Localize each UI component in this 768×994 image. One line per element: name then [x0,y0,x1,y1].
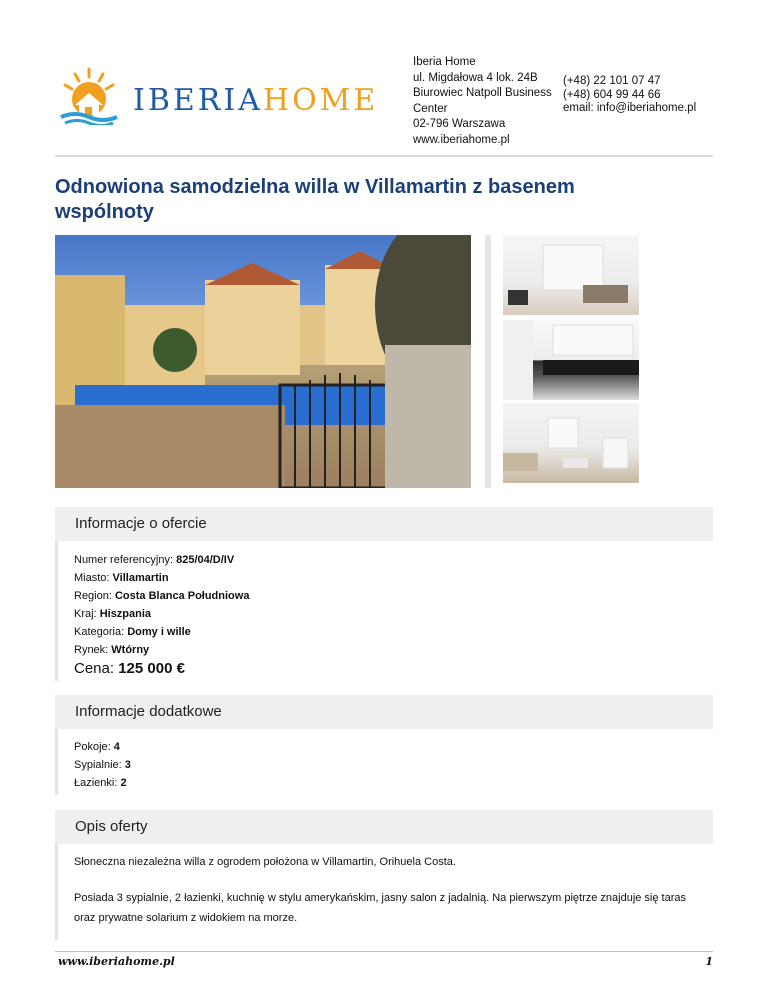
photo-gallery [55,235,642,488]
thumbnail-dining-room[interactable] [503,403,639,483]
offer-info-body [55,541,716,681]
section-heading: Opis oferty [75,818,148,835]
description-paragraph: Posiada 3 sypialnie, 2 łazienki, kuchnię w stylu amerykańskim, jasny salon z jadalnią. Na pierwszym piętrze znajduje się taras oraz prywatne solarium z widokiem na morze. [74,892,687,924]
section-heading: Informacje dodatkowe [75,703,222,720]
info-row-market: Rynek: Wtórny [74,644,150,656]
page-header [55,55,715,146]
section-heading: Informacje o ofercie [75,515,207,532]
description-paragraph: Słoneczna niezależna willa z ogrodem położona w Villamartin, Orihuela Costa. [74,856,456,868]
price: Cena: 125 000 € [74,660,185,677]
footer-website[interactable]: www.iberiahome.pl [58,955,175,968]
address-line: Biurowiec Natpoll Business [413,87,552,99]
sun-house-icon [55,65,125,125]
info-row-rooms: Pokoje: 4 [74,741,120,753]
info-row-city: Miasto: Villamartin [74,572,169,584]
address-line: Center [413,102,448,115]
footer-divider [55,951,713,952]
company-website[interactable]: www.iberiahome.pl [413,133,510,146]
email-address[interactable]: email: info@iberiahome.pl [563,102,697,114]
info-row-category: Kategoria: Domy i wille [74,626,191,638]
info-row-bathrooms: Łazienki: 2 [74,777,127,789]
company-address [413,55,552,148]
info-row-reference: Numer referencyjny: 825/04/D/IV [74,554,235,566]
header-divider [55,155,713,157]
logo-wordmark: IBERIAHOME [133,83,379,118]
page-number: 1 [705,955,713,968]
phone-number: (+48) 604 99 44 66 [563,88,661,101]
phone-number: (+48) 22 101 07 47 [563,75,661,87]
address-line: ul. Migdałowa 4 lok. 24B [413,71,538,84]
thumbnail-living-room[interactable] [503,235,639,315]
thumbnail-kitchen[interactable] [503,320,639,400]
description-body [55,844,716,940]
iberiahome-logo [55,65,379,125]
gallery-separator [485,235,491,488]
main-photo[interactable] [55,235,471,488]
offer-info-header [55,507,713,541]
extra-info-header [55,695,713,729]
info-row-bedrooms: Sypialnie: 3 [74,759,131,771]
address-line: 02-796 Warszawa [413,118,506,130]
company-name: Iberia Home [413,56,476,68]
company-contacts [563,75,696,116]
description-header [55,810,713,844]
extra-info-body [55,729,716,795]
listing-title: Odnowiona samodzielna willa w Villamartin z basenem wspólnoty [55,176,575,223]
info-row-country: Kraj: Hiszpania [74,608,152,620]
info-row-region: Region: Costa Blanca Południowa [74,590,250,602]
